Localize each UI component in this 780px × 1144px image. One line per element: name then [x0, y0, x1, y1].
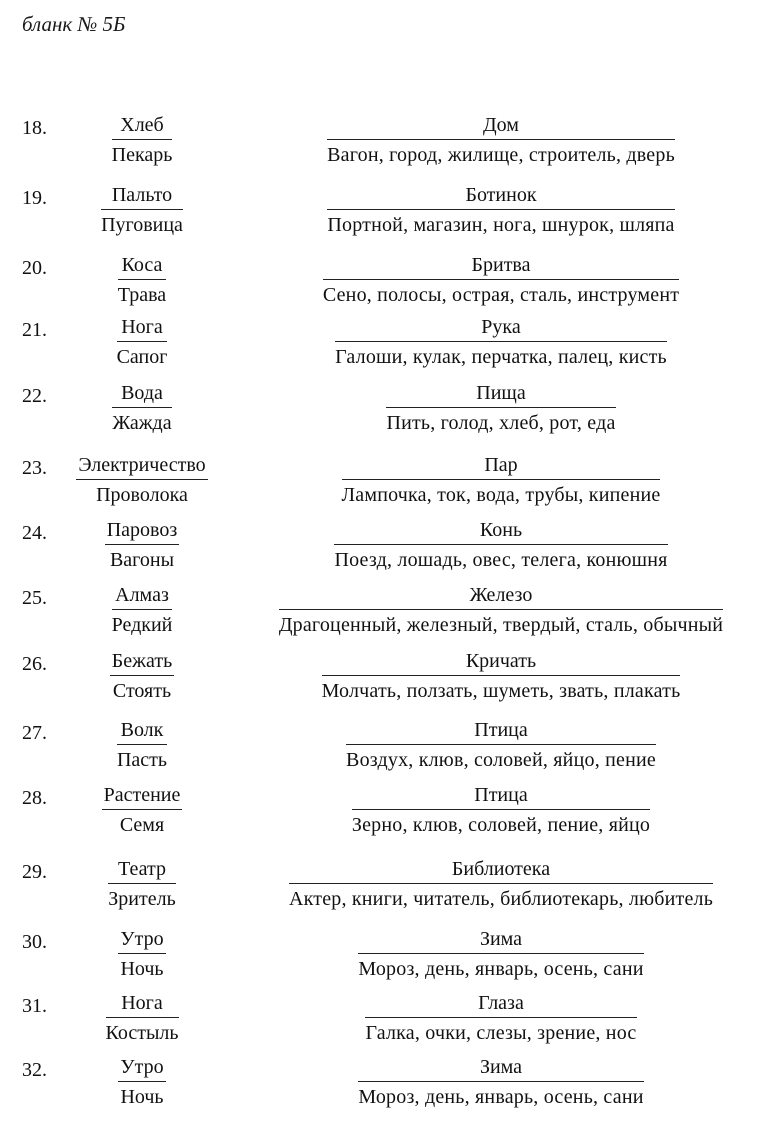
given-pair: [62, 926, 222, 982]
target-word: Ботинок: [327, 182, 674, 210]
answer-options: Воздух, клюв, соловей, яйцо, пение: [346, 749, 656, 771]
answer-options: Драгоценный, железный, твердый, сталь, обычный: [278, 614, 724, 636]
target-word: Глаза: [365, 990, 636, 1018]
target-pair: [228, 517, 774, 573]
answer-options: Пить, голод, хлеб, рот, еда: [386, 412, 616, 434]
given-pair: [62, 648, 222, 704]
answer-options: Портной, магазин, нога, шнурок, шляпа: [327, 214, 675, 236]
answer-options: Вагон, город, жилище, строитель, дверь: [327, 144, 675, 166]
target-pair: [228, 582, 774, 638]
form-label: бланк № 5Б: [22, 12, 126, 36]
item-number: 21.: [22, 319, 47, 341]
analogy-item-30: [0, 926, 780, 986]
given-pair: [62, 380, 222, 436]
given-pair: [62, 452, 222, 508]
target-word: Дом: [327, 112, 675, 140]
item-number: 24.: [22, 522, 47, 544]
given-pair-top: Коса: [118, 252, 166, 280]
analogy-item-32: [0, 1054, 780, 1114]
target-pair: [228, 856, 774, 912]
given-pair: [62, 717, 222, 773]
item-number: 32.: [22, 1059, 47, 1081]
analogy-item-23: [0, 452, 780, 512]
item-number: 26.: [22, 653, 47, 675]
target-pair: [228, 717, 774, 773]
given-pair-bottom: Ночь: [120, 958, 164, 980]
given-pair-top: Волк: [117, 717, 167, 745]
analogy-item-29: [0, 856, 780, 916]
item-number: 31.: [22, 995, 47, 1017]
given-pair-bottom: Трава: [117, 284, 167, 306]
given-pair: [62, 1054, 222, 1110]
given-pair: [62, 252, 222, 308]
target-pair: [228, 314, 774, 370]
given-pair-bottom: Зритель: [108, 888, 176, 910]
item-number: 19.: [22, 187, 47, 209]
target-pair: [228, 648, 774, 704]
given-pair-bottom: Редкий: [111, 614, 173, 636]
analogy-item-24: [0, 517, 780, 577]
given-pair-top: Вода: [112, 380, 171, 408]
target-word: Зима: [358, 926, 643, 954]
target-word: Библиотека: [289, 856, 713, 884]
target-word: Рука: [335, 314, 667, 342]
target-pair: [228, 926, 774, 982]
analogy-item-18: [0, 112, 780, 172]
target-pair: [228, 990, 774, 1046]
given-pair-bottom: Костыль: [105, 1022, 179, 1044]
given-pair-bottom: Стоять: [112, 680, 172, 702]
given-pair-bottom: Семя: [119, 814, 165, 836]
given-pair: [62, 182, 222, 238]
given-pair-top: Паровоз: [105, 517, 180, 545]
target-pair: [228, 782, 774, 838]
given-pair-top: Растение: [102, 782, 183, 810]
item-number: 20.: [22, 257, 47, 279]
target-word: Птица: [346, 717, 656, 745]
given-pair: [62, 990, 222, 1046]
given-pair-top: Утро: [118, 926, 165, 954]
given-pair-bottom: Пуговица: [101, 214, 183, 236]
analogy-item-28: [0, 782, 780, 842]
item-number: 23.: [22, 457, 47, 479]
given-pair-bottom: Ночь: [120, 1086, 164, 1108]
item-number: 22.: [22, 385, 47, 407]
target-word: Птица: [352, 782, 650, 810]
given-pair-top: Пальто: [101, 182, 183, 210]
given-pair: [62, 856, 222, 912]
target-pair: [228, 380, 774, 436]
given-pair-bottom: Пасть: [116, 749, 168, 771]
answer-options: Молчать, ползать, шуметь, звать, плакать: [321, 680, 681, 702]
target-pair: [228, 182, 774, 238]
analogy-item-31: [0, 990, 780, 1050]
analogy-item-21: [0, 314, 780, 374]
given-pair-top: Театр: [108, 856, 175, 884]
analogy-item-19: [0, 182, 780, 242]
given-pair-bottom: Проволока: [96, 484, 188, 506]
given-pair-bottom: Сапог: [116, 346, 168, 368]
target-word: Кричать: [322, 648, 681, 676]
target-word: Бритва: [323, 252, 679, 280]
analogy-item-27: [0, 717, 780, 777]
item-number: 30.: [22, 931, 47, 953]
item-number: 29.: [22, 861, 47, 883]
given-pair-top: Нога: [106, 990, 179, 1018]
target-pair: [228, 452, 774, 508]
answer-options: Галка, очки, слезы, зрение, нос: [365, 1022, 637, 1044]
given-pair-top: Нога: [117, 314, 168, 342]
given-pair: [62, 517, 222, 573]
target-word: Зима: [358, 1054, 643, 1082]
item-number: 25.: [22, 587, 47, 609]
target-word: Пар: [342, 452, 661, 480]
target-pair: [228, 1054, 774, 1110]
given-pair-top: Бежать: [110, 648, 174, 676]
given-pair: [62, 314, 222, 370]
answer-options: Сено, полосы, острая, сталь, инструмент: [322, 284, 680, 306]
given-pair-top: Алмаз: [112, 582, 173, 610]
given-pair-top: Утро: [118, 1054, 165, 1082]
answer-options: Актер, книги, читатель, библиотекарь, любитель: [288, 888, 714, 910]
analogy-item-20: [0, 252, 780, 312]
given-pair-top: Хлеб: [112, 112, 173, 140]
answer-options: Мороз, день, январь, осень, сани: [358, 1086, 644, 1108]
item-number: 28.: [22, 787, 47, 809]
target-word: Пища: [386, 380, 615, 408]
target-pair: [228, 112, 774, 168]
answer-options: Поезд, лошадь, овес, телега, конюшня: [334, 549, 668, 571]
given-pair: [62, 782, 222, 838]
target-word: Конь: [334, 517, 667, 545]
given-pair-bottom: Жажда: [112, 412, 172, 434]
given-pair: [62, 112, 222, 168]
answer-options: Лампочка, ток, вода, трубы, кипение: [341, 484, 661, 506]
target-pair: [228, 252, 774, 308]
given-pair-bottom: Пекарь: [111, 144, 173, 166]
analogy-item-22: [0, 380, 780, 440]
given-pair-bottom: Вагоны: [109, 549, 175, 571]
given-pair-top: Электричество: [76, 452, 207, 480]
item-number: 27.: [22, 722, 47, 744]
answer-options: Галоши, кулак, перчатка, палец, кисть: [335, 346, 667, 368]
analogy-item-25: [0, 582, 780, 642]
answer-options: Зерно, клюв, соловей, пение, яйцо: [351, 814, 651, 836]
given-pair: [62, 582, 222, 638]
item-number: 18.: [22, 117, 47, 139]
target-word: Железо: [279, 582, 723, 610]
answer-options: Мороз, день, январь, осень, сани: [358, 958, 644, 980]
analogy-item-26: [0, 648, 780, 708]
